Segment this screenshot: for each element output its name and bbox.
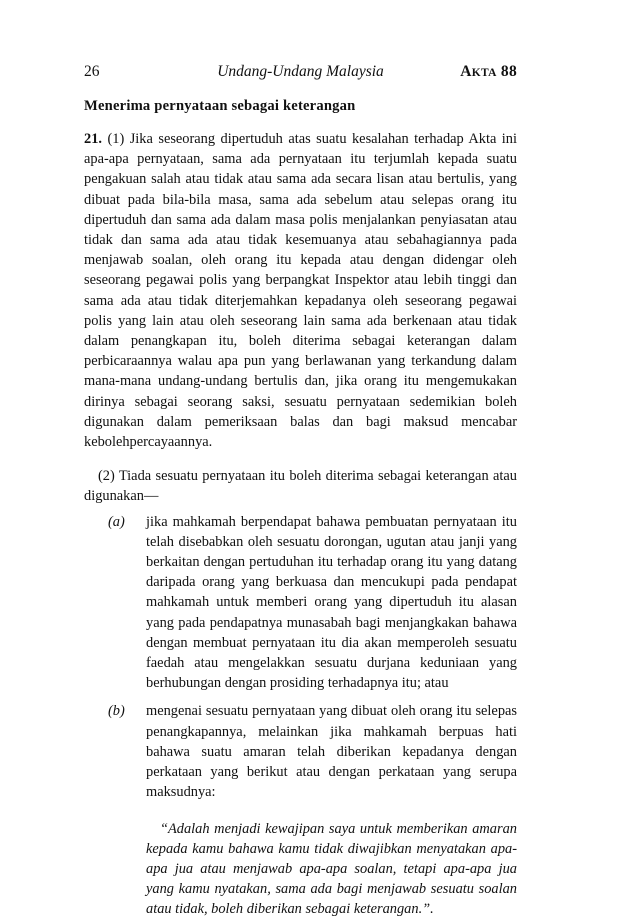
page-header	[84, 62, 517, 86]
subsection-1-text: (1) Jika seseorang dipertuduh atas suatu kesalahan terhadap Akta ini apa-apa pernyataan, sama ada pernyataan itu terjumlah kepada suatu pengakuan salah atau tidak atau sama ada secara lisan atau bertulis, yang dibuat pada bila-bila masa, sama ada sebelum atau selepas orang itu dipertuduh dan sama ada dalam masa polis menjalankan penyiasatan atau tidak dan sama ada atau tidak kesemuanya atau sebahagiannya pada menjawab soalan, oleh orang itu kepada atau dengan didengar oleh seseorang pegawai polis yang berpangkat Inspektor atau lebih tinggi dan sama ada atau tidak diterjemahkan kepadanya oleh seseorang pegawai polis yang lain atau oleh seseorang lain sama ada berkenaan atau tidak dalam penangkapan itu, boleh diterima sebagai keterangan dalam perbicaraannya walau apa pun yang berlawanan yang terkandung dalam mana-mana undang-undang bertulis dan, jika orang itu mengemukakan dirinya sebagai seorang saksi, sesuatu pernyataan sedemikian boleh digunakan dalam pemeriksaan balas dan bagi maksud mencabar kebolehpercayaannya.	[84, 131, 517, 451]
act-smallcaps: KTA	[471, 67, 497, 79]
caution-quote-text: “Adalah menjadi kewajipan saya untuk memberikan amaran kepada kamu bahawa kamu tidak diwajibkan menyatakan apa-apa jua atau menjawab apa-apa soalan, tetapi apa-apa jua yang kamu nyatakan, sama ada bagi menjawab sesuatu soalan atau tidak, boleh diberikan sebagai keterangan.”.	[146, 820, 517, 918]
subsection-1	[84, 129, 517, 452]
act-prefix: A	[460, 63, 472, 80]
list-item-text: jika mahkamah berpendapat bahawa pembuatan pernyataan itu telah disebabkan oleh sesuatu dorongan, ugutan atau janji yang berkaitan dengan pertuduhan itu terhadap orang itu yang datang daripada orang yang berkuasa dan mencukupi pada pendapat mahkamah untuk memberi orang yang dipertuduh itu alasan yang pada pendapatnya munasabah bagi menjangkakan bahawa dengan membuat pernyataan itu dia akan memperoleh sesuatu faedah atau mengelakkan sesuatu durjana keduniaan yang berhubungan dengan prosiding terhadapnya itu; atau	[146, 513, 517, 692]
caution-quote	[84, 819, 517, 920]
list-item-text: mengenai sesuatu pernyataan yang dibuat oleh orang itu selepas penangkapannya, melainkan jika mahkamah berpuas hati bahawa suatu amaran telah diberikan kepadanya dengan perkataan yang berikut atau dengan perkataan yang serupa maksudnya:	[146, 703, 517, 801]
running-title: Undang-Undang Malaysia	[217, 63, 384, 80]
page-number: 26	[84, 63, 100, 80]
section-number: 21.	[84, 131, 102, 147]
list-item	[84, 701, 517, 802]
section-heading: Menerima pernyataan sebagai keterangan	[84, 98, 356, 114]
list-item	[84, 512, 517, 694]
act-number: 88	[500, 63, 517, 80]
list-item-label: (b)	[108, 703, 125, 720]
list-item-label: (a)	[108, 513, 125, 530]
act-label	[460, 62, 517, 83]
condition-list	[84, 512, 517, 803]
subsection-2: (2) Tiada sesuatu pernyataan itu boleh diterima sebagai keterangan atau digunakan—	[84, 468, 517, 505]
